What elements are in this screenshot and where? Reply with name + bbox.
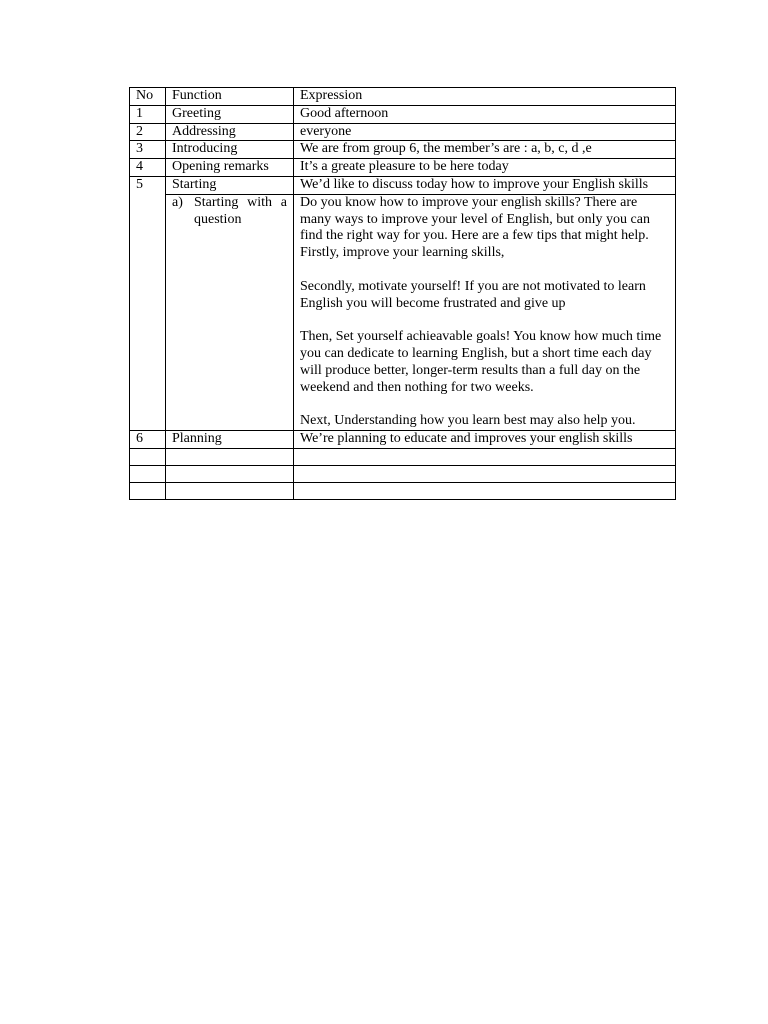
table-row <box>130 176 676 194</box>
subrow-function-label: Starting with a question <box>194 194 287 227</box>
empty-cell <box>166 448 294 465</box>
row-no: 2 <box>130 123 166 141</box>
subrow-marker: a) <box>172 194 183 210</box>
row-no: 3 <box>130 141 166 159</box>
row-expression: We’re planning to educate and improves your english skills <box>294 430 676 448</box>
table-row <box>130 123 676 141</box>
table-row <box>130 105 676 123</box>
header-expression: Expression <box>294 88 676 106</box>
row-function: Introducing <box>166 141 294 159</box>
row-no: 1 <box>130 105 166 123</box>
row-function: Greeting <box>166 105 294 123</box>
subrow-function <box>166 194 294 430</box>
paragraph-gap <box>300 262 669 279</box>
table-row <box>130 159 676 177</box>
row-expression: We’d like to discuss today how to improve your English skills <box>294 176 676 194</box>
empty-row <box>130 465 676 482</box>
row-function: Starting <box>166 176 294 194</box>
empty-cell <box>166 482 294 499</box>
table-header-row <box>130 88 676 106</box>
row-expression: It’s a greate pleasure to be here today <box>294 159 676 177</box>
table-row <box>130 430 676 448</box>
subrow-expression <box>294 194 676 430</box>
empty-cell <box>166 465 294 482</box>
empty-cell <box>294 465 676 482</box>
empty-cell <box>294 448 676 465</box>
empty-cell <box>294 482 676 499</box>
empty-cell <box>130 465 166 482</box>
speech-outline-table <box>129 87 676 500</box>
paragraph: Then, Set yourself achieavable goals! You know how much time you can dedicate to learning English, but a short time each day will produce better, longer-term results than a full day on the weekend and then nothing for two weeks. <box>300 329 662 395</box>
paragraph-gap <box>300 396 669 413</box>
row-expression: Good afternoon <box>294 105 676 123</box>
header-no: No <box>130 88 166 106</box>
empty-row <box>130 448 676 465</box>
paragraph-gap <box>300 312 669 329</box>
row-expression: We are from group 6, the member’s are : a, b, c, d ,e <box>294 141 676 159</box>
row-no: 4 <box>130 159 166 177</box>
row-expression: everyone <box>294 123 676 141</box>
row-function: Planning <box>166 430 294 448</box>
table-subrow <box>130 194 676 430</box>
table-row <box>130 141 676 159</box>
empty-cell <box>130 482 166 499</box>
paragraph: Firstly, improve your learning skills, <box>300 245 505 261</box>
paragraph: Secondly, motivate yourself! If you are not motivated to learn English you will become frustrated and give up <box>300 278 646 311</box>
paragraph: Do you know how to improve your english skills? There are many ways to improve your level of English, but only you can find the right way for you. Here are a few tips that might help. <box>300 194 650 244</box>
empty-cell <box>130 448 166 465</box>
row-no: 5 <box>130 176 166 430</box>
empty-row <box>130 482 676 499</box>
row-no: 6 <box>130 430 166 448</box>
paragraph: Next, Understanding how you learn best may also help you. <box>300 413 636 429</box>
row-function: Opening remarks <box>166 159 294 177</box>
row-function: Addressing <box>166 123 294 141</box>
header-function: Function <box>166 88 294 106</box>
